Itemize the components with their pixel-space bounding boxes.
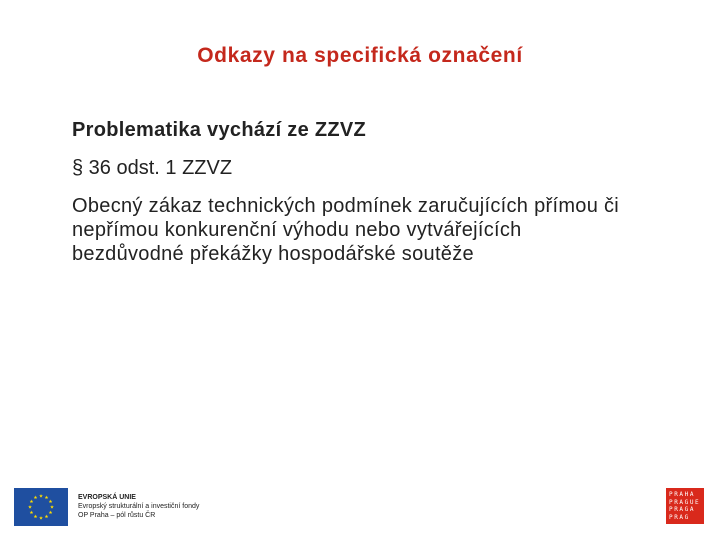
praha-logo-line: PRAGA <box>669 506 696 514</box>
slide-content <box>72 118 632 280</box>
eu-name: EVROPSKÁ UNIE <box>78 494 136 501</box>
praha-logo-line: PRAG <box>669 513 690 521</box>
eu-funding-logo <box>14 488 199 526</box>
paragraph-law-reference: § 36 odst. 1 ZZVZ <box>72 157 233 179</box>
eu-program-name: OP Praha – pól růstu ČR <box>78 512 156 519</box>
slide-title: Odkazy na specifická označení <box>197 44 523 67</box>
praha-logo-line: PRAHA <box>669 491 696 498</box>
praha-logo-icon <box>666 488 704 524</box>
praha-logo-line: PRAGUE <box>669 498 701 506</box>
eu-text-block <box>78 493 199 520</box>
eu-fund-name: Evropský strukturální a investiční fondy <box>78 503 200 510</box>
paragraph-general-prohibition: Obecný zákaz technických podmínek zaručujících přímou či nepřímou konkurenční výhodu nebo vytvářejících bezdůvodné překážky hospodářské soutěže <box>72 195 620 265</box>
eu-flag-icon <box>14 488 68 526</box>
paragraph-problem-source: Problematika vychází ze ZZVZ <box>72 119 367 141</box>
